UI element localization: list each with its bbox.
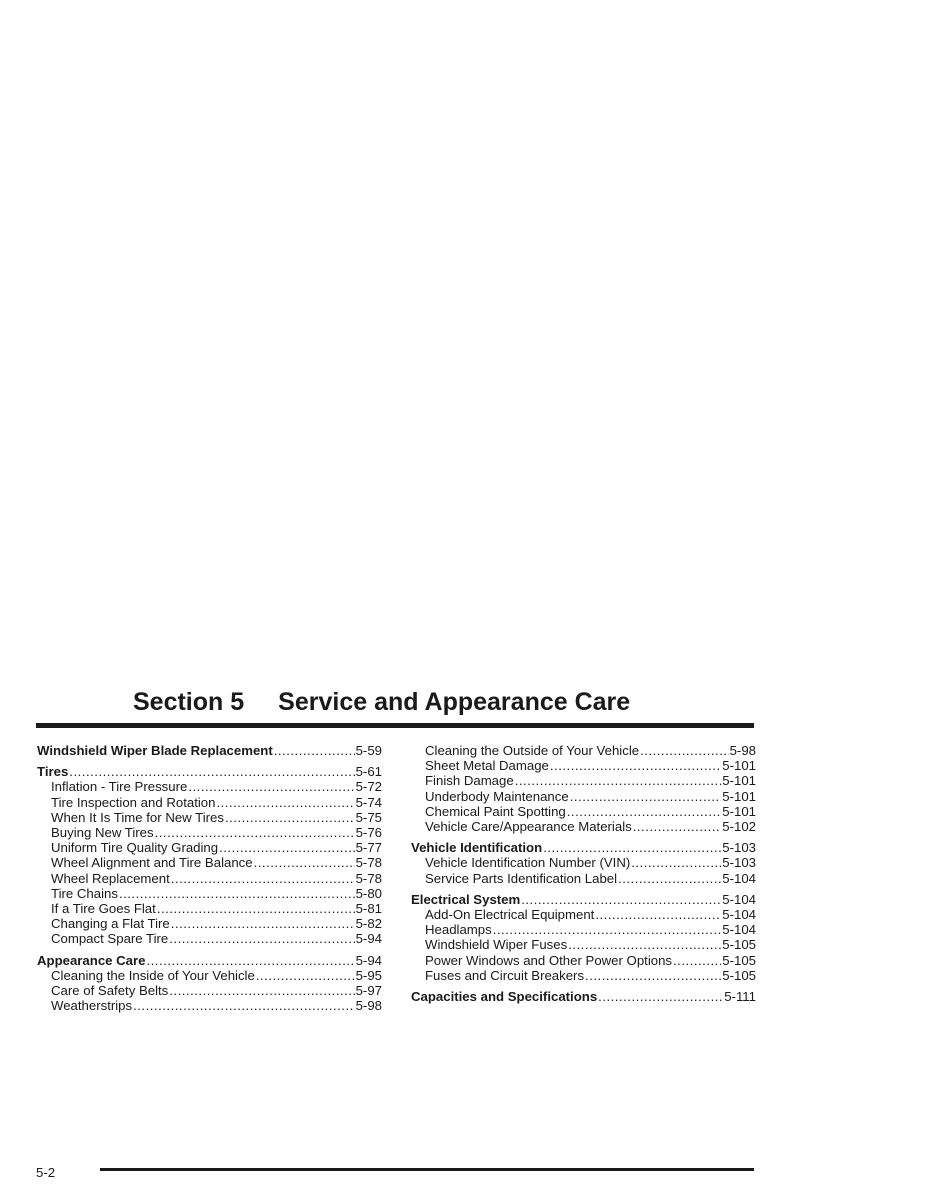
leader-dots bbox=[146, 953, 354, 968]
toc-entry-page: 5-76 bbox=[355, 825, 382, 841]
toc-entry-label: Compact Spare Tire bbox=[51, 931, 169, 947]
toc-entry-page: 5-111 bbox=[724, 989, 756, 1005]
toc-entry-page: 5-104 bbox=[722, 891, 756, 907]
toc-subentry[interactable] bbox=[37, 998, 382, 1013]
footer-rule bbox=[100, 1168, 754, 1171]
toc-entry-label: Service Parts Identification Label bbox=[425, 870, 618, 886]
toc-subentry[interactable] bbox=[411, 907, 756, 922]
toc-entry-label: Appearance Care bbox=[37, 952, 146, 968]
toc-entry-page: 5-95 bbox=[355, 967, 382, 983]
toc-left-column bbox=[37, 743, 382, 1019]
toc-group bbox=[411, 743, 756, 834]
toc-entry-label: Care of Safety Belts bbox=[51, 983, 169, 999]
toc-entry-label: Cleaning the Inside of Your Vehicle bbox=[51, 967, 255, 983]
leader-dots bbox=[543, 840, 721, 855]
toc-subentry[interactable] bbox=[37, 886, 382, 901]
leader-dots bbox=[169, 931, 354, 946]
toc-subentry[interactable] bbox=[37, 810, 382, 825]
leader-dots bbox=[254, 855, 355, 870]
toc-subentry[interactable] bbox=[411, 819, 756, 834]
toc-entry-page: 5-75 bbox=[355, 809, 382, 825]
toc-subentry[interactable] bbox=[37, 840, 382, 855]
toc-entry-label: Tire Inspection and Rotation bbox=[51, 794, 216, 810]
toc-subentry[interactable] bbox=[411, 804, 756, 819]
toc-entry-page: 5-101 bbox=[722, 788, 756, 804]
toc-section-entry[interactable] bbox=[411, 892, 756, 907]
toc-subentry[interactable] bbox=[37, 855, 382, 870]
toc-entry-page: 5-81 bbox=[355, 901, 382, 917]
toc-entry-label: Vehicle Identification bbox=[411, 840, 543, 856]
toc-subentry[interactable] bbox=[37, 779, 382, 794]
toc-entry-label: If a Tire Goes Flat bbox=[51, 901, 156, 917]
toc-entry-label: Power Windows and Other Power Options bbox=[425, 952, 673, 968]
toc-subentry[interactable] bbox=[37, 825, 382, 840]
leader-dots bbox=[169, 983, 354, 998]
toc-entry-label: Electrical System bbox=[411, 891, 521, 907]
toc-section-entry[interactable] bbox=[411, 989, 756, 1004]
toc-subentry[interactable] bbox=[37, 871, 382, 886]
toc-group bbox=[411, 892, 756, 983]
leader-dots bbox=[585, 968, 721, 983]
toc-subentry[interactable] bbox=[37, 983, 382, 998]
leader-dots bbox=[595, 907, 721, 922]
toc-entry-page: 5-103 bbox=[722, 840, 756, 856]
leader-dots bbox=[618, 871, 721, 886]
toc-right-column bbox=[411, 743, 756, 1010]
toc-subentry[interactable] bbox=[411, 855, 756, 870]
toc-subentry[interactable] bbox=[37, 931, 382, 946]
toc-subentry[interactable] bbox=[411, 743, 756, 758]
toc-subentry[interactable] bbox=[37, 916, 382, 931]
toc-entry-page: 5-105 bbox=[722, 967, 756, 983]
section-label: Section 5 bbox=[133, 688, 245, 716]
toc-entry-page: 5-97 bbox=[355, 983, 382, 999]
toc-entry-page: 5-59 bbox=[355, 743, 382, 758]
toc-subentry[interactable] bbox=[411, 968, 756, 983]
leader-dots bbox=[155, 825, 355, 840]
toc-entry-label: Finish Damage bbox=[425, 773, 514, 789]
leader-dots bbox=[219, 840, 354, 855]
toc-entry-label: Uniform Tire Quality Grading bbox=[51, 840, 219, 856]
toc-entry-label: Capacities and Specifications bbox=[411, 989, 598, 1005]
toc-entry-page: 5-102 bbox=[722, 819, 756, 835]
toc-entry-page: 5-101 bbox=[722, 758, 756, 774]
leader-dots bbox=[550, 758, 721, 773]
toc-entry-page: 5-94 bbox=[355, 931, 382, 947]
toc-entry-page: 5-72 bbox=[355, 779, 382, 795]
toc-entry-label: Cleaning the Outside of Your Vehicle bbox=[425, 743, 640, 758]
leader-dots bbox=[567, 804, 722, 819]
toc-group bbox=[37, 764, 382, 946]
toc-entry-label: Wheel Replacement bbox=[51, 870, 170, 886]
toc-entry-label: When It Is Time for New Tires bbox=[51, 809, 224, 825]
toc-entry-label: Add-On Electrical Equipment bbox=[425, 907, 595, 923]
leader-dots bbox=[171, 916, 355, 931]
leader-dots bbox=[216, 795, 354, 810]
page-number: 5-2 bbox=[36, 1165, 56, 1180]
toc-section-entry[interactable] bbox=[411, 840, 756, 855]
toc-entry-page: 5-105 bbox=[722, 952, 756, 968]
toc-subentry[interactable] bbox=[411, 937, 756, 952]
toc-entry-page: 5-94 bbox=[355, 952, 382, 968]
toc-entry-page: 5-74 bbox=[355, 794, 382, 810]
toc-entry-page: 5-104 bbox=[722, 907, 756, 923]
toc-group bbox=[37, 953, 382, 1014]
toc-entry-label: Vehicle Identification Number (VIN) bbox=[425, 855, 631, 871]
toc-entry-page: 5-105 bbox=[722, 937, 756, 953]
leader-dots bbox=[570, 789, 722, 804]
heading-rule bbox=[36, 723, 754, 728]
toc-group bbox=[411, 989, 756, 1004]
section-title: Service and Appearance Care bbox=[278, 688, 631, 716]
toc-group bbox=[411, 840, 756, 886]
toc-entry-page: 5-104 bbox=[722, 870, 756, 886]
toc-entry-label: Tires bbox=[37, 764, 69, 780]
toc-entry-label: Vehicle Care/Appearance Materials bbox=[425, 819, 632, 835]
toc-subentry[interactable] bbox=[411, 773, 756, 788]
toc-entry-page: 5-78 bbox=[355, 870, 382, 886]
toc-entry-label: Windshield Wiper Blade Replacement bbox=[37, 743, 273, 758]
toc-subentry[interactable] bbox=[411, 758, 756, 773]
toc-subentry[interactable] bbox=[411, 871, 756, 886]
leader-dots bbox=[515, 773, 722, 788]
toc-group bbox=[37, 743, 382, 758]
leader-dots bbox=[171, 871, 355, 886]
toc-entry-page: 5-82 bbox=[355, 916, 382, 932]
toc-subentry[interactable] bbox=[411, 953, 756, 968]
leader-dots bbox=[673, 953, 721, 968]
toc-section-entry[interactable] bbox=[37, 764, 382, 779]
toc-entry-label: Inflation - Tire Pressure bbox=[51, 779, 188, 795]
leader-dots bbox=[157, 901, 355, 916]
toc-entry-page: 5-61 bbox=[355, 764, 382, 780]
leader-dots bbox=[133, 998, 354, 1013]
toc-entry-label: Fuses and Circuit Breakers bbox=[425, 967, 585, 983]
toc-entry-label: Sheet Metal Damage bbox=[425, 758, 549, 774]
toc-entry-label: Buying New Tires bbox=[51, 825, 154, 841]
leader-dots bbox=[274, 743, 355, 758]
leader-dots bbox=[188, 779, 354, 794]
toc-subentry[interactable] bbox=[411, 789, 756, 804]
leader-dots bbox=[521, 892, 721, 907]
leader-dots bbox=[633, 819, 722, 834]
toc-entry-label: Underbody Maintenance bbox=[425, 788, 569, 804]
leader-dots bbox=[493, 922, 722, 937]
toc-entry-label: Weatherstrips bbox=[51, 998, 133, 1014]
toc-entry-page: 5-78 bbox=[355, 855, 382, 871]
section-heading bbox=[133, 688, 630, 717]
toc-entry-label: Chemical Paint Spotting bbox=[425, 803, 566, 819]
toc-entry-page: 5-103 bbox=[722, 855, 756, 871]
toc-entry-label: Changing a Flat Tire bbox=[51, 916, 170, 932]
toc-entry-page: 5-98 bbox=[729, 743, 756, 758]
toc-subentry[interactable] bbox=[37, 795, 382, 810]
leader-dots bbox=[69, 764, 354, 779]
toc-entry-label: Tire Chains bbox=[51, 885, 118, 901]
toc-entry-label: Headlamps bbox=[425, 922, 492, 938]
toc-subentry[interactable] bbox=[37, 968, 382, 983]
leader-dots bbox=[119, 886, 355, 901]
leader-dots bbox=[256, 968, 355, 983]
toc-entry-page: 5-80 bbox=[355, 885, 382, 901]
toc-subentry[interactable] bbox=[411, 922, 756, 937]
toc-entry-page: 5-101 bbox=[722, 773, 756, 789]
toc-section-entry[interactable] bbox=[37, 953, 382, 968]
leader-dots bbox=[568, 937, 721, 952]
leader-dots bbox=[598, 989, 723, 1004]
toc-entry-page: 5-101 bbox=[722, 803, 756, 819]
leader-dots bbox=[225, 810, 355, 825]
toc-entry-label: Wheel Alignment and Tire Balance bbox=[51, 855, 253, 871]
toc-entry-page: 5-77 bbox=[355, 840, 382, 856]
toc-entry-page: 5-98 bbox=[355, 998, 382, 1014]
toc-entry-page: 5-104 bbox=[722, 922, 756, 938]
toc-section-entry[interactable] bbox=[37, 743, 382, 758]
toc-subentry[interactable] bbox=[37, 901, 382, 916]
leader-dots bbox=[640, 743, 729, 758]
leader-dots bbox=[631, 855, 721, 870]
toc-entry-label: Windshield Wiper Fuses bbox=[425, 937, 568, 953]
